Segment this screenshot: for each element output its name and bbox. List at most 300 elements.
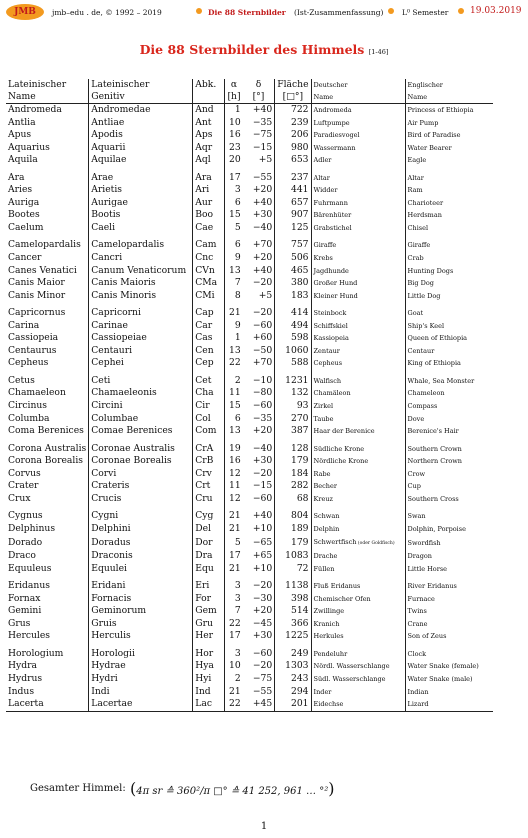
cell-alpha: 6	[225, 413, 243, 426]
cell-area: 657	[275, 197, 311, 210]
table-row	[6, 550, 493, 563]
cell-latin-genitive: Camelopardalis	[89, 234, 193, 252]
cell-latin-genitive: Arietis	[89, 184, 193, 197]
cell-latin-genitive: Apodis	[89, 129, 193, 142]
cell-latin-name: Equuleus	[8, 562, 52, 574]
cell-latin-genitive: Equulei	[89, 563, 193, 576]
cell-latin-name: Horologium	[8, 647, 64, 659]
cell-latin-name: Camelopardalis	[8, 239, 81, 251]
cell-abbreviation: Ara	[193, 167, 225, 185]
table-row	[6, 129, 493, 142]
cell-alpha: 10	[225, 660, 243, 673]
cell-abbreviation: Ant	[193, 117, 225, 130]
cell-english-name: Southern Cross	[405, 493, 493, 506]
cell-english-name: Little Horse	[405, 563, 493, 576]
cell-delta: +20	[252, 184, 273, 196]
cell-area: 514	[275, 605, 311, 618]
cell-latin-name: Gemini	[8, 605, 42, 617]
cell-latin-genitive: Andromedae	[89, 104, 193, 117]
cell-area: 189	[275, 523, 311, 536]
cell-german-name: Widder	[311, 184, 405, 197]
date-label: 19.03.2019	[470, 6, 522, 16]
cell-area: 757	[275, 234, 311, 252]
cell-area: 1225	[275, 630, 311, 643]
cell-latin-name: Bootes	[8, 209, 40, 221]
cell-latin-genitive: Coronae Australis	[89, 438, 193, 456]
table-row	[6, 345, 493, 358]
cell-abbreviation: Aqr	[193, 142, 225, 155]
cell-alpha: 3	[225, 643, 243, 661]
cell-alpha: 23	[225, 142, 243, 155]
table-row	[6, 104, 493, 117]
cell-german-name: Schwertfisch (oder Goldfisch)	[311, 536, 405, 551]
cell-alpha: 13	[225, 425, 243, 438]
cell-latin-genitive: Eridani	[89, 575, 193, 593]
cell-area: 1231	[275, 370, 311, 388]
cell-german-name: Luftpumpe	[311, 117, 405, 130]
table-row	[6, 455, 493, 468]
cell-latin-name: Crater	[8, 480, 39, 492]
table-row	[6, 673, 493, 686]
cell-abbreviation: Ari	[193, 184, 225, 197]
cell-area: 588	[275, 357, 311, 370]
cell-english-name: Twins	[405, 605, 493, 618]
cell-delta: +70	[252, 357, 273, 369]
cell-area: 282	[275, 480, 311, 493]
constellation-table	[6, 79, 493, 712]
cell-alpha: 3	[225, 575, 243, 593]
cell-delta: +65	[252, 550, 273, 562]
cell-area: 465	[275, 265, 311, 278]
cell-english-name: Centaur	[405, 345, 493, 358]
cell-delta: +10	[252, 562, 273, 574]
cell-latin-name: Coma Berenices	[8, 425, 84, 437]
cell-delta: −40	[252, 442, 273, 454]
cell-delta: +5	[258, 289, 273, 301]
cell-abbreviation: Cyg	[193, 505, 225, 523]
cell-latin-genitive: Corvi	[89, 468, 193, 481]
table-row	[6, 605, 493, 618]
cell-english-name: Water Bearer	[405, 142, 493, 155]
col-header-alpha: α [h]	[225, 79, 243, 104]
cell-german-name: Zirkel	[311, 400, 405, 413]
cell-german-name: Taube	[311, 413, 405, 426]
cell-latin-genitive: Caeli	[89, 222, 193, 235]
cell-area: 366	[275, 618, 311, 631]
cell-latin-genitive: Carinae	[89, 320, 193, 333]
cell-area: 128	[275, 438, 311, 456]
cell-delta: −80	[252, 387, 273, 399]
cell-latin-genitive: Circini	[89, 400, 193, 413]
cell-delta: −55	[252, 685, 273, 697]
page-number: 1	[260, 821, 268, 832]
cell-alpha: 20	[225, 154, 243, 167]
cell-latin-genitive: Crateris	[89, 480, 193, 493]
cell-abbreviation: Cru	[193, 493, 225, 506]
cell-english-name: Swordfish	[405, 536, 493, 551]
cell-latin-genitive: Capricorni	[89, 302, 193, 320]
cell-latin-name: Grus	[8, 617, 31, 629]
cell-latin-name: Corvus	[8, 467, 41, 479]
cell-abbreviation: Cen	[193, 345, 225, 358]
cell-alpha: 15	[225, 209, 243, 222]
cell-delta: −35	[252, 116, 273, 128]
cell-english-name: Chisel	[405, 222, 493, 235]
cell-area: 804	[275, 505, 311, 523]
cell-english-name: Herdsman	[405, 209, 493, 222]
orange-dot-icon	[196, 8, 202, 14]
cell-latin-genitive: Comae Berenices	[89, 425, 193, 438]
cell-german-name: Fluß Eridanus	[311, 575, 405, 593]
cell-latin-genitive: Canis Minoris	[89, 290, 193, 303]
cell-delta: −20	[252, 277, 273, 289]
cell-area: 294	[275, 686, 311, 699]
cell-delta: +45	[243, 698, 275, 711]
cell-abbreviation: Gem	[193, 605, 225, 618]
cell-german-name: Becher	[311, 480, 405, 493]
cell-latin-name: Dorado	[8, 536, 43, 548]
cell-delta: −75	[252, 129, 273, 141]
cell-area: 1303	[275, 660, 311, 673]
cell-area: 653	[275, 154, 311, 167]
cell-latin-name: Cepheus	[8, 357, 49, 369]
jmb-logo: JMB	[6, 4, 44, 20]
cell-alpha: 22	[225, 698, 243, 711]
cell-alpha: 22	[225, 357, 243, 370]
cell-german-name: Wassermann	[311, 142, 405, 155]
cell-german-name: Inder	[311, 686, 405, 699]
cell-abbreviation: Boo	[193, 209, 225, 222]
cell-abbreviation: Cap	[193, 302, 225, 320]
cell-alpha: 9	[225, 252, 243, 265]
cell-area: 68	[275, 493, 311, 506]
cell-german-name: Jagdhunde	[311, 265, 405, 278]
cell-english-name: Whale, Sea Monster	[405, 370, 493, 388]
cell-abbreviation: Eri	[193, 575, 225, 593]
orange-dot-icon	[388, 8, 394, 14]
cell-latin-name: Capricornus	[8, 307, 66, 319]
cell-area: 270	[275, 413, 311, 426]
table-row	[6, 320, 493, 333]
cell-latin-genitive: Canum Venaticorum	[89, 265, 193, 278]
cell-latin-name: Cancer	[8, 252, 42, 264]
cell-german-name: Paradiesvogel	[311, 129, 405, 142]
cell-latin-name: Eridanus	[8, 580, 50, 592]
cell-latin-name: Carina	[8, 319, 40, 331]
cell-english-name: Little Dog	[405, 290, 493, 303]
cell-english-name: Bird of Paradise	[405, 129, 493, 142]
cell-delta: +40	[252, 510, 273, 522]
cell-latin-genitive: Indi	[89, 686, 193, 699]
cell-area: 1060	[275, 345, 311, 358]
cell-english-name: Furnace	[405, 593, 493, 606]
cell-latin-genitive: Aurigae	[89, 197, 193, 210]
table-row	[6, 277, 493, 290]
cell-delta: −45	[252, 617, 273, 629]
cell-alpha: 6	[225, 197, 243, 210]
cell-latin-name: Auriga	[8, 196, 40, 208]
cell-area: 72	[275, 563, 311, 576]
cell-abbreviation: Hyi	[193, 673, 225, 686]
cell-abbreviation: CMi	[193, 290, 225, 303]
table-row	[6, 400, 493, 413]
table-row	[6, 643, 493, 661]
cell-latin-genitive: Gruis	[89, 618, 193, 631]
cell-latin-name: Delphinus	[8, 522, 56, 534]
cell-latin-genitive: Cygni	[89, 505, 193, 523]
cell-english-name: Swan	[405, 505, 493, 523]
cell-english-name: Northern Crown	[405, 455, 493, 468]
cell-latin-genitive: Lacertae	[89, 698, 193, 711]
cell-latin-genitive: Bootis	[89, 209, 193, 222]
cell-delta: +30	[252, 455, 273, 467]
cell-area: 907	[275, 209, 311, 222]
table-row	[6, 563, 493, 576]
cell-alpha: 13	[225, 265, 243, 278]
cell-delta: +5	[258, 154, 273, 166]
cell-latin-genitive: Centauri	[89, 345, 193, 358]
cell-latin-genitive: Horologii	[89, 643, 193, 661]
cell-latin-genitive: Delphini	[89, 523, 193, 536]
table-row	[6, 575, 493, 593]
cell-english-name: Berenice's Hair	[405, 425, 493, 438]
cell-delta: +20	[252, 605, 273, 617]
cell-german-name: Füllen	[311, 563, 405, 576]
cell-german-name: Pendeluhr	[311, 643, 405, 661]
cell-english-name: Clock	[405, 643, 493, 661]
cell-latin-name: Aquarius	[8, 141, 50, 153]
cell-german-name: Grabstichel	[311, 222, 405, 235]
col-header-english-name: Englischer Name	[405, 79, 493, 104]
cell-english-name: Goat	[405, 302, 493, 320]
cell-abbreviation: Lac	[193, 698, 225, 711]
cell-area: 239	[275, 117, 311, 130]
cell-alpha: 8	[225, 290, 243, 303]
cell-alpha: 17	[225, 550, 243, 563]
cell-abbreviation: Col	[193, 413, 225, 426]
cell-delta: −50	[252, 344, 273, 356]
cell-delta: +60	[252, 332, 273, 344]
cell-delta: +20	[252, 425, 273, 437]
cell-delta: −40	[252, 221, 273, 233]
cell-german-name: Kleiner Hund	[311, 290, 405, 303]
cell-abbreviation: Dor	[193, 536, 225, 551]
cell-german-name: Südliche Krone	[311, 438, 405, 456]
cell-latin-genitive: Columbae	[89, 413, 193, 426]
table-row	[6, 523, 493, 536]
cell-alpha: 1	[225, 332, 243, 345]
cell-abbreviation: And	[193, 104, 225, 117]
cell-abbreviation: Cet	[193, 370, 225, 388]
cell-abbreviation: Cae	[193, 222, 225, 235]
table-row	[6, 234, 493, 252]
table-row	[6, 493, 493, 506]
cell-alpha: 6	[225, 234, 243, 252]
cell-area: 441	[275, 184, 311, 197]
cell-abbreviation: Crv	[193, 468, 225, 481]
cell-english-name: Indian	[405, 686, 493, 699]
cell-delta: −55	[252, 171, 273, 183]
cell-alpha: 9	[225, 320, 243, 333]
table-row	[6, 618, 493, 631]
cell-delta: −60	[252, 647, 273, 659]
cell-latin-name: Cetus	[8, 374, 35, 386]
cell-german-name: Zentaur	[311, 345, 405, 358]
table-row	[6, 142, 493, 155]
cell-area: 179	[275, 455, 311, 468]
cell-area: 125	[275, 222, 311, 235]
cell-delta: −20	[252, 307, 273, 319]
total-sky-label: Gesamter Himmel:	[30, 783, 126, 794]
cell-abbreviation: Aql	[193, 154, 225, 167]
cell-delta: +40	[252, 196, 273, 208]
cell-area: 201	[275, 698, 311, 711]
cell-latin-genitive: Aquarii	[89, 142, 193, 155]
col-header-delta: δ [°]	[243, 79, 275, 104]
cell-latin-genitive: Fornacis	[89, 593, 193, 606]
cell-latin-genitive: Cancri	[89, 252, 193, 265]
cell-delta: +30	[252, 630, 273, 642]
dorado-note: (oder Goldfisch)	[356, 540, 395, 546]
table-row	[6, 184, 493, 197]
cell-alpha: 3	[225, 184, 243, 197]
table-row	[6, 154, 493, 167]
cell-latin-name: Corona Borealis	[8, 455, 83, 467]
cell-alpha: 21	[225, 302, 243, 320]
cell-delta: −60	[252, 492, 273, 504]
cell-abbreviation: Cnc	[193, 252, 225, 265]
cell-delta: +40	[252, 104, 273, 115]
cell-english-name: Crane	[405, 618, 493, 631]
author-info: jmb–edu . de, © 1992 – 2019	[52, 8, 162, 17]
table-row	[6, 370, 493, 388]
cell-area: 1138	[275, 575, 311, 593]
table-row	[6, 265, 493, 278]
cell-german-name: Großer Hund	[311, 277, 405, 290]
cell-latin-name: Hydrus	[8, 672, 43, 684]
cell-area: 494	[275, 320, 311, 333]
cell-german-name: Kreuz	[311, 493, 405, 506]
cell-abbreviation: Hya	[193, 660, 225, 673]
cell-german-name: Giraffe	[311, 234, 405, 252]
cell-latin-name: Andromeda	[8, 104, 62, 115]
cell-alpha: 21	[225, 563, 243, 576]
cell-latin-name: Corona Australis	[8, 442, 87, 454]
cell-german-name: Herkules	[311, 630, 405, 643]
cell-german-name: Kranich	[311, 618, 405, 631]
cell-abbreviation: Aps	[193, 129, 225, 142]
cell-latin-name: Crux	[8, 492, 31, 504]
cell-abbreviation: Car	[193, 320, 225, 333]
cell-abbreviation: Ind	[193, 686, 225, 699]
cell-area: 237	[275, 167, 311, 185]
table-row	[6, 425, 493, 438]
page-header	[6, 4, 524, 22]
cell-delta: +30	[252, 209, 273, 221]
cell-latin-genitive: Doradus	[89, 536, 193, 551]
cell-german-name: Schiffskiel	[311, 320, 405, 333]
cell-alpha: 17	[225, 630, 243, 643]
cell-delta: +40	[252, 264, 273, 276]
col-header-area: Fläche [□°]	[275, 79, 311, 104]
cell-area: 414	[275, 302, 311, 320]
col-header-latin-name: Lateinischer Name	[6, 79, 89, 104]
cell-alpha: 11	[225, 480, 243, 493]
cell-english-name: Dolphin, Porpoise	[405, 523, 493, 536]
cell-alpha: 10	[225, 117, 243, 130]
cell-english-name: Son of Zeus	[405, 630, 493, 643]
cell-area: 387	[275, 425, 311, 438]
col-header-german-name: Deutscher Name	[311, 79, 405, 104]
cell-latin-name: Aries	[8, 184, 33, 196]
cell-english-name: Compass	[405, 400, 493, 413]
cell-latin-name: Columba	[8, 412, 50, 424]
cell-german-name: Drache	[311, 550, 405, 563]
cell-delta: −20	[252, 467, 273, 479]
cell-latin-genitive: Coronae Borealis	[89, 455, 193, 468]
table-row	[6, 387, 493, 400]
page-title: Die 88 Sternbilder des Himmels [1-46]	[139, 42, 389, 57]
cell-alpha: 22	[225, 618, 243, 631]
cell-german-name: Chemischer Ofen	[311, 593, 405, 606]
cell-area: 722	[275, 104, 311, 117]
table-row	[6, 438, 493, 456]
cell-german-name: Schwan	[311, 505, 405, 523]
cell-delta: −15	[252, 141, 273, 153]
cell-latin-name: Fornax	[8, 592, 41, 604]
cell-area: 93	[275, 400, 311, 413]
cell-area: 598	[275, 332, 311, 345]
cell-german-name: Adler	[311, 154, 405, 167]
table-row	[6, 167, 493, 185]
cell-abbreviation: Equ	[193, 563, 225, 576]
cell-english-name: Air Pump	[405, 117, 493, 130]
cell-latin-genitive: Hydrae	[89, 660, 193, 673]
table-row	[6, 357, 493, 370]
cell-latin-name: Hydra	[8, 660, 37, 672]
table-row	[6, 686, 493, 699]
cell-abbreviation: CVn	[193, 265, 225, 278]
cell-german-name: Krebs	[311, 252, 405, 265]
cell-latin-genitive: Crucis	[89, 493, 193, 506]
cell-latin-genitive: Cephei	[89, 357, 193, 370]
cell-english-name: Charioteer	[405, 197, 493, 210]
cell-area: 398	[275, 593, 311, 606]
cell-latin-name: Antlia	[8, 116, 36, 128]
table-row	[6, 468, 493, 481]
cell-english-name: Queen of Ethiopia	[405, 332, 493, 345]
cell-german-name: Zwillinge	[311, 605, 405, 618]
cell-area: 179	[275, 536, 311, 551]
table-row	[6, 290, 493, 303]
table-row	[6, 222, 493, 235]
cell-alpha: 17	[225, 167, 243, 185]
cell-english-name: Giraffe	[405, 234, 493, 252]
cell-english-name: Ship's Keel	[405, 320, 493, 333]
cell-german-name: Südl. Wasserschlange	[311, 673, 405, 686]
col-header-abbreviation: Abk.	[193, 79, 225, 104]
cell-latin-name: Cygnus	[8, 510, 43, 522]
cell-area: 1083	[275, 550, 311, 563]
doc-title: Die 88 Sternbilder	[208, 8, 286, 17]
cell-english-name: Crab	[405, 252, 493, 265]
cell-english-name: Crow	[405, 468, 493, 481]
semester-label: L⁰ Semester	[402, 8, 449, 17]
cell-alpha: 5	[225, 536, 243, 551]
cell-german-name: Kassiopeia	[311, 332, 405, 345]
cell-delta: −75	[252, 672, 273, 684]
table-row	[6, 332, 493, 345]
